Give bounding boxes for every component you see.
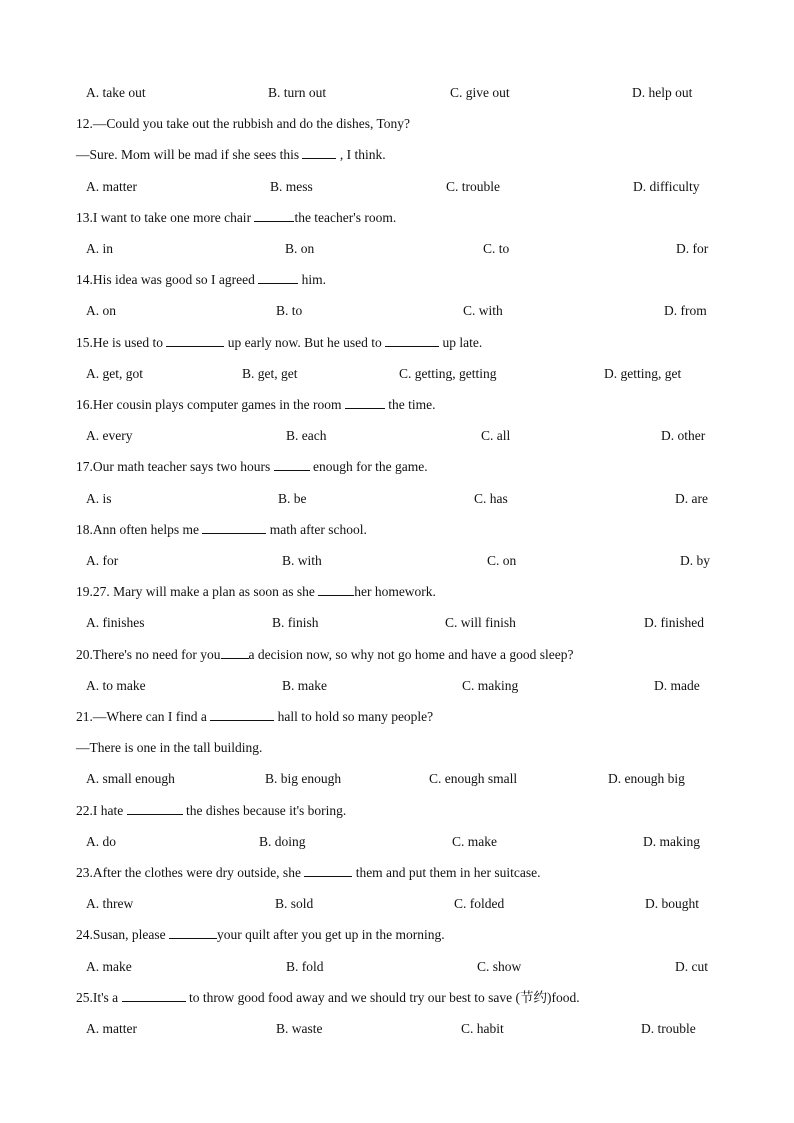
question-line [0, 457, 794, 477]
option-c: C. folded [454, 896, 505, 911]
answer-blank[interactable] [122, 989, 186, 1002]
answer-blank[interactable] [254, 209, 294, 222]
option-d: D. are [675, 491, 708, 506]
question-line [0, 988, 794, 1008]
option-c: C. will finish [445, 615, 516, 630]
question-text [76, 801, 346, 821]
options-row [0, 769, 794, 789]
question-text-part: 18.Ann often helps me [76, 522, 203, 537]
question-text-part: him. [298, 272, 326, 287]
option-b: B. to [276, 303, 303, 318]
answer-blank[interactable] [302, 146, 336, 159]
answer-blank[interactable] [221, 646, 249, 659]
option-c: C. show [477, 959, 522, 974]
option-b: B. sold [275, 896, 314, 911]
option-c: C. with [463, 303, 503, 318]
question-text-part: them and put them in her suitcase. [352, 865, 541, 880]
question-line [0, 801, 794, 821]
question-text [76, 582, 436, 602]
option-c: C. give out [450, 85, 510, 100]
question-text-part: up late. [439, 335, 483, 350]
question-text [76, 520, 367, 540]
question-text [76, 270, 326, 290]
option-d: D. help out [632, 85, 693, 100]
options-row [0, 83, 794, 103]
option-d: D. enough big [608, 771, 685, 786]
option-b: B. big enough [265, 771, 342, 786]
options-row [0, 177, 794, 197]
question-text-part: 25.It's a [76, 990, 122, 1005]
options-row [0, 551, 794, 571]
question-text-part: to throw good food away and we should try our best to save (节约)food. [185, 990, 580, 1005]
question-text [76, 925, 445, 945]
question-line [0, 925, 794, 945]
option-d: D. difficulty [633, 179, 700, 194]
question-text [76, 457, 428, 477]
option-d: D. trouble [641, 1021, 696, 1036]
question-text [76, 738, 262, 758]
question-text-part: 17.Our math teacher says two hours [76, 459, 274, 474]
options-row [0, 239, 794, 259]
answer-blank[interactable] [304, 864, 352, 877]
option-a: A. get, got [86, 366, 143, 381]
option-a: A. take out [86, 85, 146, 100]
options-row [0, 426, 794, 446]
option-d: D. making [643, 834, 700, 849]
option-b: B. finish [272, 615, 319, 630]
option-c: C. has [474, 491, 508, 506]
option-c: C. making [462, 678, 519, 693]
option-b: B. make [282, 678, 327, 693]
question-text-part: —There is one in the tall building. [76, 740, 263, 755]
options-row [0, 676, 794, 696]
answer-blank[interactable] [166, 334, 224, 347]
question-text-part: 24.Susan, please [76, 927, 169, 942]
option-a: A. on [86, 303, 116, 318]
option-d: D. getting, get [604, 366, 682, 381]
answer-blank[interactable] [318, 583, 354, 596]
answer-blank[interactable] [274, 458, 310, 471]
option-a: A. to make [86, 678, 146, 693]
question-line [0, 707, 794, 727]
options-row [0, 832, 794, 852]
question-text-part: 21.—Where can I find a [76, 709, 211, 724]
question-text-part: 23.After the clothes were dry outside, she [76, 865, 305, 880]
option-b: B. mess [270, 179, 313, 194]
option-b: B. fold [286, 959, 324, 974]
question-text-part: enough for the game. [309, 459, 428, 474]
options-row [0, 1019, 794, 1039]
question-text-part: hall to hold so many people? [274, 709, 434, 724]
question-text-part: 20.There's no need for you [76, 647, 221, 662]
question-text-part: the time. [384, 397, 436, 412]
answer-blank[interactable] [202, 521, 266, 534]
option-d: D. other [661, 428, 706, 443]
question-line [0, 645, 794, 665]
option-a: A. do [86, 834, 116, 849]
question-text [76, 114, 410, 134]
option-c: C. getting, getting [399, 366, 497, 381]
option-b: B. on [285, 241, 315, 256]
option-b: B. turn out [268, 85, 327, 100]
answer-blank[interactable] [345, 396, 385, 409]
question-text-part: up early now. But he used to [224, 335, 386, 350]
option-a: A. in [86, 241, 113, 256]
question-text-part: the dishes because it's boring. [182, 803, 347, 818]
question-line [0, 520, 794, 540]
options-row [0, 613, 794, 633]
option-b: B. get, get [242, 366, 298, 381]
question-text-part: 14.His idea was good so I agreed [76, 272, 259, 287]
options-row [0, 364, 794, 384]
question-text-part: your quilt after you get up in the morning. [216, 927, 445, 942]
option-c: C. on [487, 553, 517, 568]
answer-blank[interactable] [210, 708, 274, 721]
question-text [76, 988, 580, 1008]
option-d: D. by [680, 553, 710, 568]
option-c: C. make [452, 834, 497, 849]
options-row [0, 301, 794, 321]
question-text [76, 395, 435, 415]
options-row [0, 957, 794, 977]
question-text-part: 19.27. Mary will make a plan as soon as she [76, 584, 319, 599]
question-line [0, 333, 794, 353]
option-b: B. with [282, 553, 322, 568]
question-text-part: math after school. [266, 522, 367, 537]
option-b: B. waste [276, 1021, 323, 1036]
option-d: D. for [676, 241, 709, 256]
option-a: A. threw [86, 896, 134, 911]
question-text [76, 863, 541, 883]
question-line [0, 738, 794, 758]
question-text-part: 16.Her cousin plays computer games in the room [76, 397, 345, 412]
option-c: C. habit [461, 1021, 504, 1036]
option-a: A. matter [86, 1021, 137, 1036]
question-text [76, 333, 482, 353]
options-row [0, 489, 794, 509]
option-d: D. made [654, 678, 700, 693]
question-text [76, 645, 573, 665]
question-line [0, 270, 794, 290]
question-text-part: a decision now, so why not go home and have a good sleep? [248, 647, 574, 662]
answer-blank[interactable] [258, 271, 298, 284]
option-c: C. to [483, 241, 510, 256]
option-a: A. make [86, 959, 132, 974]
question-text-part: —Sure. Mom will be mad if she sees this [76, 147, 303, 162]
options-row [0, 894, 794, 914]
option-a: A. is [86, 491, 112, 506]
option-a: A. small enough [86, 771, 175, 786]
question-text-part: 15.He is used to [76, 335, 167, 350]
answer-blank[interactable] [169, 926, 217, 939]
option-a: A. finishes [86, 615, 145, 630]
question-line [0, 208, 794, 228]
option-b: B. each [286, 428, 327, 443]
option-d: D. from [664, 303, 707, 318]
question-text-part: her homework. [354, 584, 436, 599]
question-line [0, 114, 794, 134]
option-b: B. doing [259, 834, 306, 849]
question-line [0, 863, 794, 883]
option-d: D. finished [644, 615, 704, 630]
answer-blank[interactable] [127, 802, 183, 815]
question-line [0, 582, 794, 602]
option-c: C. enough small [429, 771, 518, 786]
option-d: D. cut [675, 959, 708, 974]
question-text-part: 12.—Could you take out the rubbish and do the dishes, Tony? [76, 116, 411, 131]
option-a: A. matter [86, 179, 137, 194]
option-c: C. all [481, 428, 511, 443]
question-text-part: , I think. [336, 147, 386, 162]
question-text-part: the teacher's room. [294, 210, 397, 225]
option-c: C. trouble [446, 179, 500, 194]
question-text-part: 13.I want to take one more chair [76, 210, 255, 225]
option-b: B. be [278, 491, 307, 506]
option-a: A. every [86, 428, 133, 443]
question-line [0, 145, 794, 165]
question-text [76, 707, 433, 727]
option-d: D. bought [645, 896, 699, 911]
question-text-part: 22.I hate [76, 803, 127, 818]
question-text [76, 145, 386, 165]
answer-blank[interactable] [385, 334, 439, 347]
question-line [0, 395, 794, 415]
option-a: A. for [86, 553, 119, 568]
question-text [76, 208, 396, 228]
